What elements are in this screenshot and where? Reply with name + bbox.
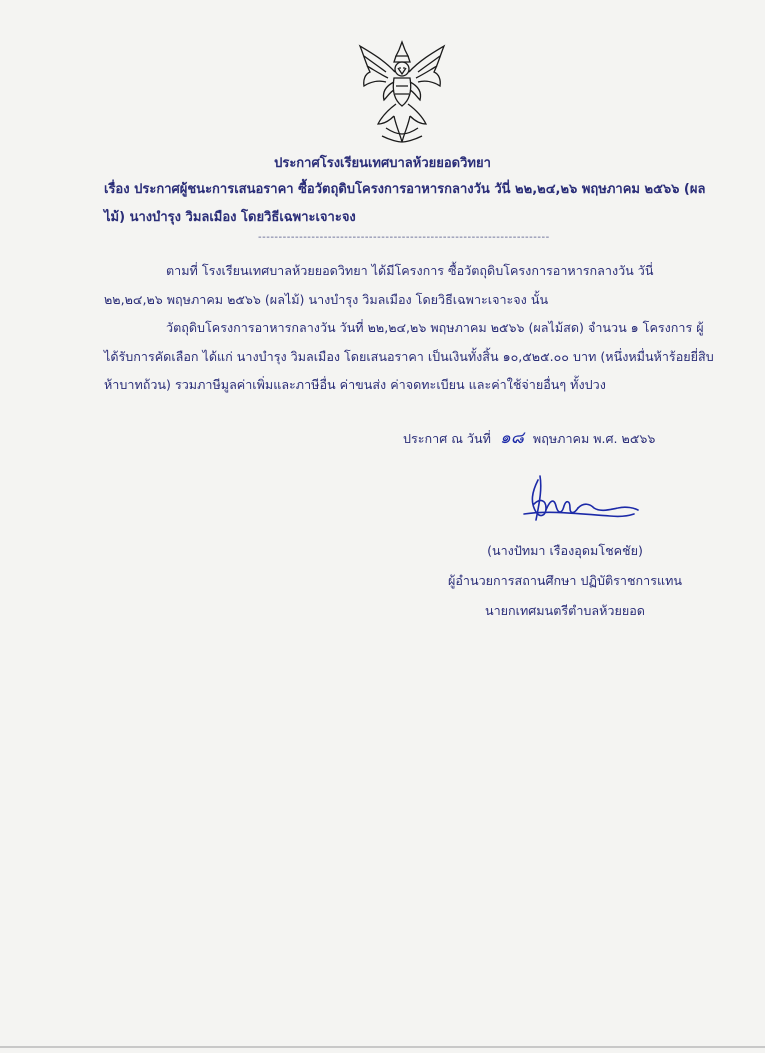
date-day-handwritten: ๑๘ xyxy=(499,428,524,448)
announcement-title: ประกาศโรงเรียนเทศบาลห้วยยอดวิทยา xyxy=(274,156,491,171)
announcement-subject: เรื่อง ประกาศผู้ชนะการเสนอราคา ซื้อวัตถุดิบโครงการอาหารกลางวัน วันี่ ๒๒,๒๔,๒๖ พฤษภาคม ๒๕๖๖ (ผลไม้) นางบำรุง วิมลเมือง โดยวิธีเฉพาะเจาะจง xyxy=(104,182,706,225)
signer-position: ผู้อำนวยการสถานศึกษา ปฏิบัติราชการแทน xyxy=(447,573,683,588)
signer-position-2: นายกเทศมนตรีตำบลห้วยยอด xyxy=(485,603,645,618)
page-bottom-edge xyxy=(0,1046,765,1048)
body-paragraph-2: วัตถุดิบโครงการอาหารกลางวัน วันที่ ๒๒,๒๔,๒๖ พฤษภาคม ๒๕๖๖ (ผลไม้สด) จำนวน ๑ โครงการ ผู้ได้รับการคัดเลือก ได้แก่ นางบำรุง วิมลเมือง โดยเสนอราคา เป็นเงินทั้งสิ้น ๑๐,๕๒๕.๐๐ บาท (หนึ่งหมื่นห้าร้อยยี่สิบห้าบาทถ้วน) รวมภาษีมูลค่าเพิ่มและภาษีอื่น ค่าขนส่ง ค่าจดทะเบียน และค่าใช้จ่ายอื่นๆ ทั้งปวง xyxy=(104,320,714,392)
signer-name: (นางปัทมา เรืองอุดมโชคชัย) xyxy=(487,543,643,558)
garuda-emblem-icon xyxy=(356,38,448,146)
separator-line: ----------------------------------------------------------------------- xyxy=(258,232,550,243)
handwritten-signature xyxy=(510,470,650,530)
body-paragraph-1: ตามที่ โรงเรียนเทศบาลห้วยยอดวิทยา ได้มีโครงการ ซื้อวัตถุดิบโครงการอาหารกลางวัน วันี่ ๒๒,๒๔,๒๖ พฤษภาคม ๒๕๖๖ (ผลไม้) นางบำรุง วิมลเมือง โดยวิธีเฉพาะเจาะจง นั้น xyxy=(104,263,654,307)
date-prefix: ประกาศ ณ วันที่ xyxy=(403,431,491,446)
date-suffix: พฤษภาคม พ.ศ. ๒๕๖๖ xyxy=(532,431,656,446)
announcement-date xyxy=(403,424,655,451)
